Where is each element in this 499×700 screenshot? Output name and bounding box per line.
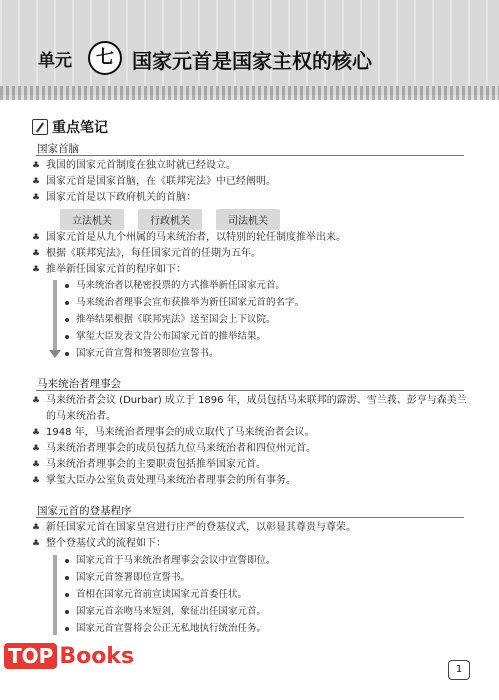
clover-bullet-icon: ♣ [32, 396, 41, 406]
step-item: 掌玺大臣发表文告公布国家元首的推举结果。 [62, 328, 462, 345]
list-item: ♣ 马来统治者理事会的成员包括九位马来统治者和四位州元首。 [30, 441, 470, 457]
step-item: 国家元首宣誓和签署即位宣誓书。 [62, 345, 462, 362]
topbooks-logo [4, 643, 134, 669]
logo-top-text: TOP [4, 643, 57, 669]
notes-title: 重点笔记 [52, 120, 108, 136]
process-line [53, 555, 57, 635]
section-divider [36, 390, 464, 391]
process-arrow-line [53, 280, 57, 352]
branch-box: 立法机关 [60, 209, 124, 230]
section2-list [30, 393, 470, 489]
unit-number-badge: 七 [88, 41, 122, 75]
page-number: 1 [448, 660, 470, 680]
section-title-conference-of-rulers: 马来统治者理事会 [37, 378, 121, 390]
list-item: ♣ 马来统治者理事会的主要职责包括推举国家元首。 [30, 457, 470, 473]
clover-bullet-icon: ♣ [32, 444, 41, 454]
list-item: ♣ 国家元首是国家首脑，在《联邦宪法》中已经阐明。 [30, 174, 470, 190]
notes-heading [32, 117, 108, 137]
government-branches [60, 209, 280, 230]
clover-bullet-icon: ♣ [32, 265, 41, 275]
step-item: 马来统治者以秘密投票的方式推举新任国家元首。 [62, 277, 462, 294]
section-title-installation: 国家元首的登基程序 [37, 505, 132, 517]
chapter-title: 国家元首是国家主权的核心 [132, 49, 372, 73]
logo-books-text: Books [59, 644, 135, 669]
list-item: ♣ 新任国家元首在国家皇宫进行庄严的登基仪式，以彰显其尊贵与尊荣。 [30, 520, 470, 536]
section1-list-2 [30, 230, 470, 278]
list-item: ♣ 国家元首是从九个州属的马来统治者，以特别的轮任制度推举出来。 [30, 230, 470, 246]
list-item: ♣ 整个登基仪式的流程如下： [30, 536, 470, 552]
list-item: ♣ 推举新任国家元首的程序如下： [30, 262, 470, 278]
clover-bullet-icon: ♣ [32, 161, 41, 171]
step-item: 推举结果根据《联邦宪法》送至国会上下议院。 [62, 311, 462, 328]
installation-steps [62, 552, 462, 637]
clover-bullet-icon: ♣ [32, 523, 41, 533]
list-item: ♣ 马来统治者会议 (Durbar) 成立于 1896 年，成员包括马来联邦的霹雳、雪兰莪、彭亨与森美兰的马来统治者。 [32, 395, 467, 422]
list-item: ♣ 我国的国家元首制度在独立时就已经设立。 [30, 158, 470, 174]
selection-steps [62, 277, 462, 362]
clover-bullet-icon: ♣ [32, 177, 41, 187]
clover-bullet-icon: ♣ [32, 539, 41, 549]
step-item: 国家元首宣誓将会公正无私地执行统治任务。 [62, 620, 462, 637]
clover-bullet-icon: ♣ [32, 233, 41, 243]
list-item: ♣ 掌玺大臣办公室负责处理马来统治者理事会的所有事务。 [30, 473, 470, 489]
section1-list [30, 158, 470, 206]
list-item: ♣ 国家元首是以下政府机关的首脑： [30, 190, 470, 206]
step-item: 首相在国家元首前宣读国家元首委任状。 [62, 586, 462, 603]
notebook-pencil-icon [32, 119, 48, 135]
unit-label: 单元 [38, 51, 72, 71]
step-item: 国家元首于马来统治者理事会会议中宣誓即位。 [62, 552, 462, 569]
banner-decoration [0, 86, 499, 100]
process-arrow-down-icon [49, 350, 61, 358]
list-item: ♣ 根据《联邦宪法》，每任国家元首的任期为五年。 [30, 246, 470, 262]
section-divider [36, 155, 464, 156]
branch-box: 行政机关 [138, 209, 202, 230]
clover-bullet-icon: ♣ [32, 460, 41, 470]
step-item: 国家元首签署即位宣誓书。 [62, 569, 462, 586]
section-divider [36, 517, 464, 518]
clover-bullet-icon: ♣ [32, 476, 41, 486]
step-item: 国家元首亲吻马来短剑，象征出任国家元首。 [62, 603, 462, 620]
section-title-head-of-state: 国家首脑 [37, 143, 79, 155]
step-item: 马来统治者理事会宣布获推举为新任国家元首的名字。 [62, 294, 462, 311]
branch-box: 司法机关 [216, 209, 280, 230]
clover-bullet-icon: ♣ [32, 428, 41, 438]
section3-list [30, 520, 470, 552]
clover-bullet-icon: ♣ [32, 193, 41, 203]
clover-bullet-icon: ♣ [32, 249, 41, 259]
list-item: ♣ 1948 年，马来统治者理事会的成立取代了马来统治者会议。 [30, 425, 470, 441]
